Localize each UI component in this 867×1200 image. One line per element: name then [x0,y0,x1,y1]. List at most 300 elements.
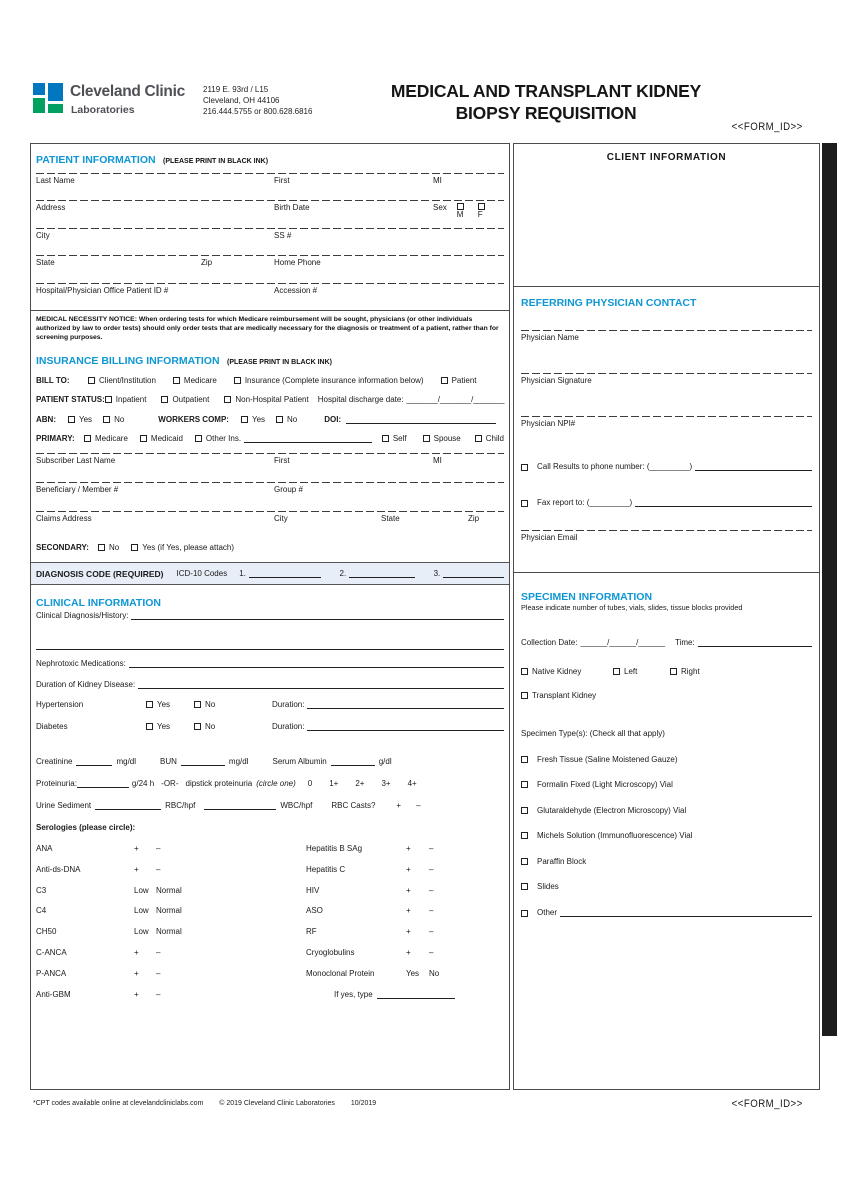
checkbox-medicare-bill[interactable] [173,377,180,384]
checkbox-self[interactable] [382,435,389,442]
subscriber-last-name-label: Subscriber Last Name [36,456,116,466]
checkbox-htn-yes[interactable] [146,701,153,708]
form-id-top: <<FORM_ID>> [731,121,803,133]
checkbox-abn-yes[interactable] [68,416,75,423]
dipstick-label: dipstick proteinuria [185,779,253,789]
checkbox-wc-no[interactable] [276,416,283,423]
child-label: Child [485,433,504,443]
sero-neg[interactable]: – [429,948,434,958]
type-glutaraldehyde [521,806,812,815]
sero-normal[interactable]: Normal [156,927,182,937]
brand-text [70,83,185,116]
serologies-right-column [306,838,504,1004]
patient-name-row [36,173,504,200]
checkbox-dm-yes[interactable] [146,723,153,730]
sero-neg[interactable]: – [156,989,161,999]
glutaraldehyde-label: Glutaraldehyde (Electron Microscopy) Vial [537,805,687,815]
self-label: Self [392,433,407,443]
secondary-yes-label: Yes (if Yes, please attach) [142,543,234,553]
sero-name: Cryoglobulins [306,948,355,958]
sero-name: ANA [36,844,53,854]
creatinine-label: Creatinine [36,757,73,767]
primary-row [36,429,504,448]
sero-pos[interactable]: + [134,948,139,958]
clinical-dx-blank-2[interactable] [36,649,504,650]
sero-pos[interactable]: + [406,948,411,958]
cpt-note: *CPT codes available online at clevelandcliniclabs.com [33,1100,204,1107]
htn-duration-blank[interactable] [307,700,504,709]
sero-name: ASO [306,906,323,916]
claims-address-label: Claims Address [36,514,92,524]
checkbox-slides[interactable] [521,883,528,890]
checkbox-fax-report[interactable] [521,500,528,507]
patient-state-row [36,255,504,282]
sero-neg[interactable]: – [156,968,161,978]
checkbox-michels[interactable] [521,832,528,839]
patient-information-note: (PLEASE PRINT IN BLACK INK) [163,158,269,165]
checkbox-sex-f[interactable] [478,203,485,210]
checkbox-inpatient[interactable] [105,396,112,403]
sex-f-label: F [477,210,483,220]
specimen-types-label-row [521,729,812,738]
albumin-unit: g/dl [378,757,392,767]
checkbox-call-results[interactable] [521,464,528,471]
scale-4[interactable]: 4+ [407,779,417,789]
patient-clinical-panel [30,143,510,1090]
checkbox-spouse[interactable] [423,435,430,442]
footer [33,1100,390,1107]
sero-neg[interactable]: – [429,927,434,937]
sero-name: Monoclonal Protein [306,968,375,978]
checkbox-left[interactable] [613,668,620,675]
formalin-label: Formalin Fixed (Light Microscopy) Vial [537,780,673,789]
address-line3: 216.444.5755 or 800.628.6816 [203,107,313,116]
sero-pos[interactable]: + [134,844,139,854]
dm-yes-label: Yes [157,722,171,732]
sero-neg[interactable]: – [156,844,161,854]
checkbox-non-hospital[interactable] [224,396,231,403]
checkbox-transplant-kidney[interactable] [521,692,528,699]
sero-pos[interactable]: + [406,844,411,854]
birth-date-label: Birth Date [274,203,310,213]
proteinuria-blank[interactable] [77,779,129,788]
claims-state-label: State [381,514,400,524]
duration-kidney-label: Duration of Kidney Disease: [36,680,136,690]
code3-num: 3. [433,569,441,579]
native-kidney-row [521,667,812,676]
clinical-title: CLINICAL INFORMATION [36,597,162,610]
discharge-date-label: Hospital discharge date: [317,395,404,405]
checkbox-glutaraldehyde[interactable] [521,807,528,814]
rbc-blank[interactable] [95,801,161,810]
sero-pos[interactable]: + [406,927,411,937]
scale-3[interactable]: 3+ [381,779,391,789]
clinical-dx-blank[interactable] [131,611,504,620]
icd10-label: ICD-10 Codes [176,569,228,579]
bill-to-row [36,371,504,390]
physician-email-label: Physician Email [521,533,578,542]
clinical-dx-row [36,611,504,620]
form-title [311,80,781,124]
sero-row-cryo [306,942,504,963]
sex-label: Sex [433,203,447,213]
patient-status-label: PATIENT STATUS: [36,395,105,405]
sero-normal[interactable]: Normal [156,885,182,895]
client-information-heading: CLIENT INFORMATION [606,152,727,163]
bun-label: BUN [160,757,177,767]
sero-normal[interactable]: Normal [156,906,182,916]
type-other [521,908,812,917]
dm-no-label: No [205,722,216,732]
last-name-label: Last Name [36,176,75,185]
sero-pos[interactable]: + [406,885,411,895]
sero-row-ifyes [306,984,504,1005]
g24-label: g/24 h [131,779,155,789]
checkbox-secondary-no[interactable] [98,544,105,551]
insurance-title: INSURANCE BILLING INFORMATION [36,354,220,367]
sero-name: C4 [36,906,47,916]
bun-unit: mg/dl [228,757,249,767]
sero-neg[interactable]: – [429,844,434,854]
checkbox-abn-no[interactable] [103,416,110,423]
zip-label: Zip [201,258,213,268]
sero-row-canca [36,942,306,963]
workers-comp-label: WORKERS COMP: [158,414,229,424]
sero-name: C-ANCA [36,948,67,958]
sero-row-ch50 [36,921,306,942]
call-results-blank[interactable] [695,462,812,471]
patient-bill-label: Patient [451,376,477,386]
other-ins-label: Other Ins. [205,433,242,443]
code1-blank[interactable] [249,569,321,578]
form-id-bottom: <<FORM_ID>> [731,1098,803,1110]
client-specimen-panel [513,143,820,1090]
sero-pos[interactable]: + [406,864,411,874]
address-line1: 2119 E. 93rd / L15 [203,85,269,94]
checkbox-htn-no[interactable] [194,701,201,708]
sero-low[interactable]: Low [134,885,149,895]
medicare-bill-label: Medicare [183,376,217,386]
hypertension-row [36,700,504,709]
sero-name: Hepatitis B SAg [306,844,363,854]
checkbox-native-kidney[interactable] [521,668,528,675]
ss-label: SS # [274,230,292,240]
checkbox-other-ins[interactable] [195,435,202,442]
duration-kidney-row [36,680,504,689]
urine-sediment-row [36,801,504,810]
spouse-label: Spouse [433,433,461,443]
sero-row-hiv [306,880,504,901]
creatinine-unit: mg/dl [116,757,137,767]
checkbox-secondary-yes[interactable] [131,544,138,551]
checkbox-primary-medicaid[interactable] [140,435,147,442]
nephrotoxic-row [36,659,504,668]
collection-date-row [521,638,812,647]
or-label: -OR- [161,779,179,789]
sero-row-hepc [306,859,504,880]
primary-medicare-label: Medicare [95,433,128,443]
casts-plus[interactable]: + [396,801,402,811]
code1-num: 1. [239,569,246,579]
fax-report-row [521,498,812,507]
wbc-blank[interactable] [204,801,276,810]
sero-low[interactable]: Low [134,927,149,937]
secondary-row [36,537,504,558]
proteinuria-label: Proteinuria: [36,779,77,789]
sero-pos[interactable]: + [134,989,139,999]
diagnosis-code-label: DIAGNOSIS CODE (REQUIRED) [36,568,164,579]
checkbox-sex-m[interactable] [457,203,464,210]
creatinine-blank[interactable] [76,757,112,766]
checkbox-other[interactable] [521,910,528,917]
checkbox-insurance-bill[interactable] [234,377,241,384]
bill-to-label: BILL TO: [36,376,70,386]
type-michels [521,831,812,840]
accession-label: Accession # [274,285,318,295]
left-label: Left [624,667,638,676]
referring-physician-section [514,287,819,573]
sero-neg[interactable]: – [429,906,434,916]
duration-kidney-blank[interactable] [138,680,504,689]
sero-name: Hepatitis C [306,864,346,874]
call-results-row [521,462,812,471]
sero-row-hepb [306,838,504,859]
fax-report-blank[interactable] [635,498,812,507]
hypertension-label: Hypertension [36,700,84,710]
diabetes-row [36,722,504,731]
abn-label: ABN: [36,414,56,424]
dm-duration-blank[interactable] [307,722,504,731]
call-results-label: Call Results to phone number: (_________) [537,462,693,471]
patient-address-row [36,200,504,227]
address-line2: Cleveland, OH 44106 [203,96,280,105]
physician-name-label: Physician Name [521,333,579,342]
collection-date-label: Collection Date: [521,638,578,647]
doi-blank[interactable] [346,415,496,424]
abn-workers-row [36,410,504,429]
beneficiary-label: Beneficiary / Member # [36,485,119,495]
sero-name: RF [306,927,317,937]
mi-label: MI [433,176,442,185]
right-label: Right [681,667,700,676]
sero-row-panca [36,963,306,984]
checkbox-client-institution[interactable] [88,377,95,384]
physician-npi-label: Physician NPI# [521,419,576,428]
group-label: Group # [274,485,303,495]
referring-title: REFERRING PHYSICIAN CONTACT [521,297,697,309]
checkbox-child[interactable] [475,435,482,442]
other-ins-blank[interactable] [244,434,372,443]
type-formalin [521,780,812,789]
specimen-information-section [514,573,819,917]
clinical-dx-label: Clinical Diagnosis/History: [36,611,129,621]
checkbox-outpatient[interactable] [161,396,168,403]
sero-pos[interactable]: + [406,906,411,916]
beneficiary-row [36,482,504,511]
sero-row-antigbm [36,984,306,1005]
nephrotoxic-label: Nephrotoxic Medications: [36,659,126,669]
type-slides [521,882,812,891]
other-label: Other [537,907,558,917]
htn-no-label: No [205,700,216,710]
serum-albumin-blank[interactable] [331,757,375,766]
sero-name: CH50 [36,927,57,937]
brand-name: Cleveland Clinic [70,83,185,100]
rbc-casts-label: RBC Casts? [331,801,376,811]
patient-information-heading [36,144,504,173]
city-label: City [36,230,50,240]
diabetes-label: Diabetes [36,722,68,732]
slides-label: Slides [537,882,559,891]
wc-no-label: No [287,414,298,424]
if-yes-label: If yes, type [334,989,373,999]
copyright: © 2019 Cleveland Clinic Laboratories [219,1100,335,1107]
serologies-label: Serologies (please circle): [36,823,136,833]
sero-neg[interactable]: – [429,885,434,895]
fax-report-label: Fax report to: (_________) [537,498,633,507]
insurance-heading [36,342,504,371]
subscriber-row [36,453,504,482]
type-fresh-tissue [521,755,812,764]
abn-yes-label: Yes [79,414,93,424]
time-label: Time: [675,638,695,647]
checkbox-dm-no[interactable] [194,723,201,730]
discharge-date-blank[interactable]: _______/_______/_______ [406,395,505,405]
brand-logo [33,83,185,116]
specimen-title: SPECIMEN INFORMATION [521,591,653,603]
nephrotoxic-blank[interactable] [129,659,504,668]
sero-name: Anti-GBM [36,989,71,999]
casts-minus[interactable]: – [416,801,421,811]
sero-no[interactable]: No [429,968,440,978]
collection-date-blank[interactable]: ______/______/______ [580,638,666,647]
transplant-kidney-label: Transplant Kidney [532,691,597,700]
sero-row-c4 [36,901,306,922]
scale-2[interactable]: 2+ [355,779,365,789]
if-yes-blank[interactable] [377,990,455,999]
sero-name: HIV [306,885,320,895]
michels-label: Michels Solution (Immunofluorescence) Vial [537,831,693,840]
primary-medicaid-label: Medicaid [150,433,183,443]
sero-name: P-ANCA [36,968,67,978]
doi-label: DOI: [324,414,342,424]
sero-row-c3 [36,880,306,901]
rbc-label: RBC/hpf [165,801,196,811]
circle-one-label: (circle one) [256,779,296,789]
wc-yes-label: Yes [251,414,266,424]
secondary-label: SECONDARY: [36,543,89,553]
revision-date: 10/2019 [350,1100,377,1107]
proteinuria-row [36,779,504,788]
transplant-kidney-row [521,691,812,700]
patient-city-row [36,228,504,255]
hospital-id-label: Hospital/Physician Office Patient ID # [36,285,169,295]
sero-yes[interactable]: Yes [406,968,420,978]
code3-blank[interactable] [443,569,504,578]
sero-pos[interactable]: + [134,968,139,978]
creatinine-row [36,757,504,766]
htn-yes-label: Yes [157,700,171,710]
code2-blank[interactable] [349,569,414,578]
patient-id-row [36,283,504,310]
serologies-left-column [36,838,306,1004]
claims-city-label: City [274,514,288,524]
cleveland-clinic-logo-icon [33,83,63,113]
clinical-heading [36,585,504,611]
patient-information-title: PATIENT INFORMATION [36,154,156,166]
checkbox-wc-yes[interactable] [241,416,248,423]
referring-heading [521,287,812,316]
diagnosis-code-band [31,562,509,585]
subscriber-first-label: First [274,456,290,466]
physician-signature-label: Physician Signature [521,376,592,385]
htn-duration-label: Duration: [272,700,305,710]
sero-name: C3 [36,885,47,895]
sero-name: Anti-ds-DNA [36,864,81,874]
sero-neg[interactable]: – [156,864,161,874]
primary-label: PRIMARY: [36,433,75,443]
checkbox-fresh-tissue[interactable] [521,756,528,763]
brand-subtitle: Laboratories [71,104,135,116]
state-label: State [36,258,55,268]
serologies-grid [36,838,504,1004]
sero-row-rf [306,921,504,942]
fresh-tissue-label: Fresh Tissue (Saline Moistened Gauze) [537,754,678,764]
insurance-bill-label: Insurance (Complete insurance information below) [244,376,424,386]
scale-1[interactable]: 1+ [329,779,339,789]
non-hospital-label: Non-Hospital Patient [235,395,309,405]
native-kidney-label: Native Kidney [532,667,582,676]
wbc-label: WBC/hpf [280,801,313,811]
form-title-line1: MEDICAL AND TRANSPLANT KIDNEY [390,81,702,101]
specimen-types-label: Specimen Type(s): (Check all that apply) [521,729,665,738]
outpatient-label: Outpatient [172,395,210,405]
sero-row-aso [306,901,504,922]
checkbox-paraffin[interactable] [521,858,528,865]
sero-pos[interactable]: + [134,864,139,874]
specimen-heading [521,573,812,601]
serologies-heading [36,823,504,832]
secondary-no-label: No [109,543,120,553]
checkbox-patient-bill[interactable] [441,377,448,384]
paraffin-label: Paraffin Block [537,856,587,866]
checkbox-primary-medicare[interactable] [84,435,91,442]
sero-neg[interactable]: – [429,864,434,874]
address-label: Address [36,203,66,213]
urine-sediment-label: Urine Sediment [36,801,92,811]
other-blank[interactable] [560,908,812,917]
sero-neg[interactable]: – [156,948,161,958]
time-blank[interactable] [698,638,812,647]
scale-0[interactable]: 0 [307,779,313,789]
abn-no-label: No [114,414,125,424]
sero-row-antidsdna [36,859,306,880]
subscriber-mi-label: MI [433,456,442,466]
first-name-label: First [274,176,290,185]
client-institution-label: Client/Institution [99,376,156,386]
sero-row-ana [36,838,306,859]
checkbox-formalin[interactable] [521,781,528,788]
checkbox-right[interactable] [670,668,677,675]
claims-zip-label: Zip [468,514,480,524]
insurance-note: (PLEASE PRINT IN BLACK INK) [227,358,332,366]
form-title-line2: BIOPSY REQUISITION [455,103,637,123]
client-information-section [514,144,819,287]
medical-necessity-notice: MEDICAL NECESSITY NOTICE: When ordering tests for which Medicare reimbursement will be sought, physicians (or other individuals authorized by law to order tests) should only order tests that are medically necessary for the diagnosis or treatment of a patient, rather than for screening purposes. [36,315,499,341]
bun-blank[interactable] [181,757,225,766]
sero-low[interactable]: Low [134,906,149,916]
claims-row [36,511,504,537]
